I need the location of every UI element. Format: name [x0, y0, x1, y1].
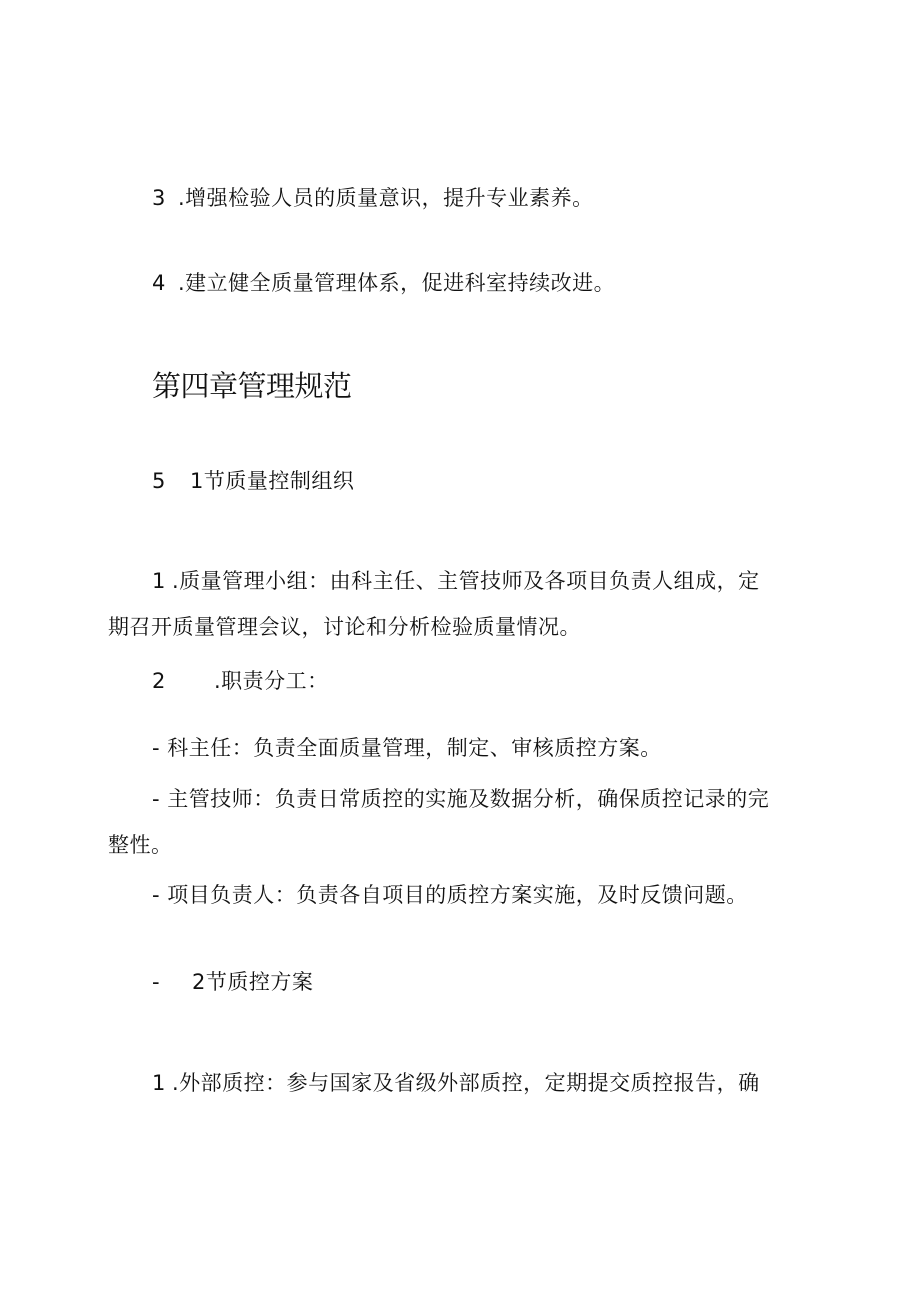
duty-technician-line-1: - 主管技师：负责日常质控的实施及数据分析，确保质控记录的完 [152, 787, 770, 811]
section-number: - [152, 970, 161, 994]
section-heading-2 [152, 967, 313, 997]
org-item-2 [152, 666, 329, 696]
list-item-number: 4 [152, 271, 166, 295]
duty-director: - 科主任：负责全面质量管理，制定、审核质控方案。 [152, 736, 662, 760]
chapter-title: 第四章管理规范 [152, 369, 352, 403]
plan-item-1 [152, 1068, 760, 1098]
list-item-number: 3 [152, 186, 166, 210]
list-item-number: 1 [152, 1071, 166, 1095]
list-item-text: .建立健全质量管理体系，促进科室持续改进。 [178, 271, 616, 295]
list-item-text: .增强检验人员的质量意识，提升专业素养。 [178, 186, 594, 210]
list-item-3 [152, 183, 594, 213]
list-item-text: .质量管理小组：由科主任、主管技师及各项目负责人组成，定 [172, 569, 760, 593]
section-number: 5 [152, 469, 166, 493]
section-heading-1 [152, 466, 354, 496]
list-item-number: 2 [152, 669, 166, 693]
duty-technician-line-2: 整性。 [108, 833, 173, 857]
org-item-1-line-1 [152, 566, 760, 596]
list-item-4 [152, 268, 615, 298]
list-item-text: .职责分工： [214, 669, 329, 693]
list-item-text: .外部质控：参与国家及省级外部质控，定期提交质控报告，确 [172, 1071, 760, 1095]
duty-project-lead: - 项目负责人：负责各自项目的质控方案实施，及时反馈问题。 [152, 883, 748, 907]
section-title: 2节质控方案 [192, 970, 314, 994]
list-item-number: 1 [152, 569, 166, 593]
section-title: 1节质量控制组织 [190, 469, 355, 493]
org-item-1-line-2: 期召开质量管理会议，讨论和分析检验质量情况。 [108, 615, 581, 639]
